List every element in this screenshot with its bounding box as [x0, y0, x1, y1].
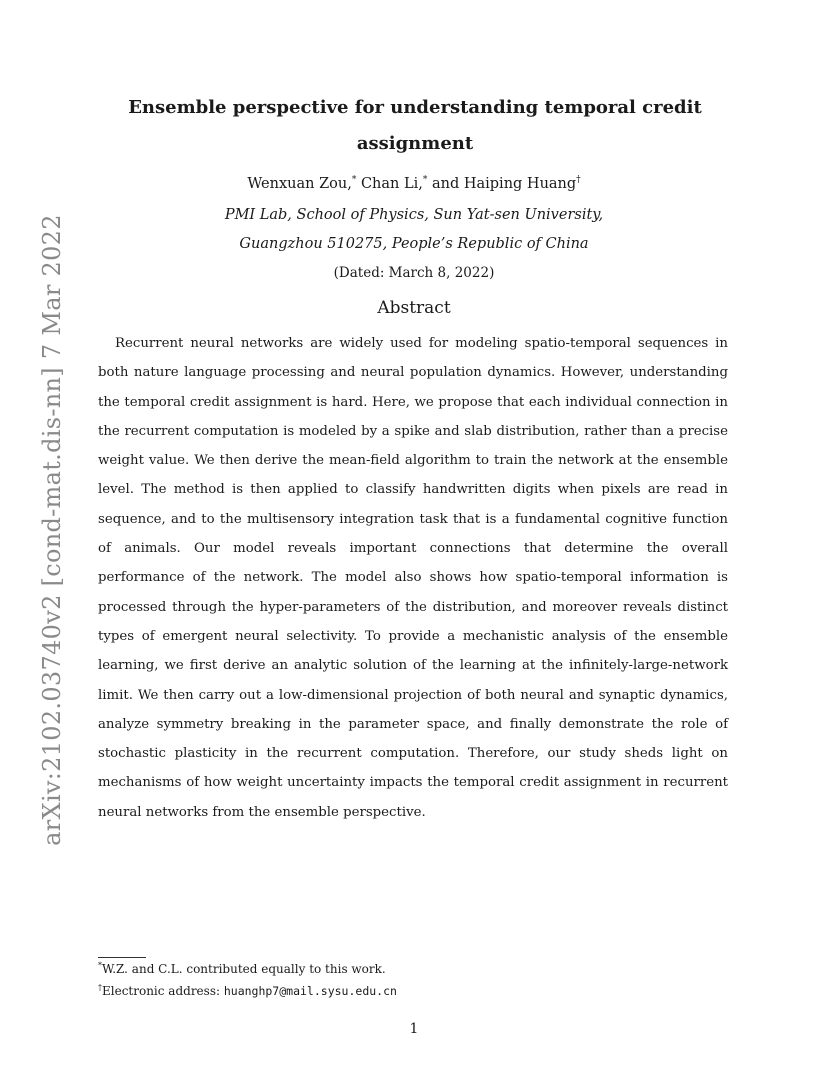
footnote-email [98, 984, 397, 998]
email-address[interactable]: huanghp7@mail.sysu.edu.cn [223, 984, 397, 998]
footnote-mark: † [98, 983, 102, 992]
arxiv-stamp: arXiv:2102.03740v2 [cond-mat.dis-nn] 7 Mar 2022 [38, 214, 66, 846]
footnote-equal-contribution [98, 962, 386, 976]
footnote-text: W.Z. and C.L. contributed equally to this work. [102, 962, 386, 976]
author-chan-li: Chan Li, [356, 176, 423, 192]
author-mark: * [422, 175, 428, 186]
page-number: 1 [409, 1021, 419, 1037]
abstract-heading: Abstract [377, 298, 451, 318]
author-haiping-huang: and Haiping Huang [427, 176, 577, 192]
paper-title: Ensemble perspective for understanding temporal credit assignment [128, 97, 702, 154]
author-wenxuan-zou: Wenxuan Zou, [247, 176, 352, 192]
footnote-rule [98, 957, 146, 958]
author-mark: * [351, 175, 357, 186]
author-mark: † [576, 175, 581, 186]
abstract-body: Recurrent neural networks are widely used for modeling spatio-temporal sequences in both nature language processing and neural population dynamics. However, understanding the temporal credit assignment is hard. Here, we propose that each individual connection in the recurrent computation is modeled by a spike and slab distribution, rather than a precise weight value. We then derive the mean-field algorithm to train the network at the ensemble level. The method is then applied to classify handwritten digits when pixels are read in sequence, and to the multisensory integration task that is a fundamental cognitive function of animals. Our model reveals important connections that determine the overall performance of the network. The model also shows how spatio-temporal information is processed through the hyper-parameters of the distribution, and moreover reveals distinct types of emergent neural selectivity. To provide a mechanistic analysis of the ensemble learning, we first derive an analytic solution of the learning at the infinitely-large-network limit. We then carry out a low-dimensional projection of both neural and synaptic dynamics, analyze symmetry breaking in the parameter space, and finally demonstrate the role of stochastic plasticity in the recurrent computation. Therefore, our study sheds light on mechanisms of how weight uncertainty impacts the temporal credit assignment in recurrent neural networks from the ensemble perspective. [98, 336, 728, 820]
footnote-text: Electronic address: [102, 984, 224, 998]
footnote-mark: * [98, 961, 102, 970]
author-list [0, 176, 828, 192]
date-line: (Dated: March 8, 2022) [333, 265, 495, 281]
affiliation-line-2: Guangzhou 510275, People’s Republic of China [239, 236, 589, 252]
affiliation-line-1: PMI Lab, School of Physics, Sun Yat-sen University, [224, 207, 604, 223]
